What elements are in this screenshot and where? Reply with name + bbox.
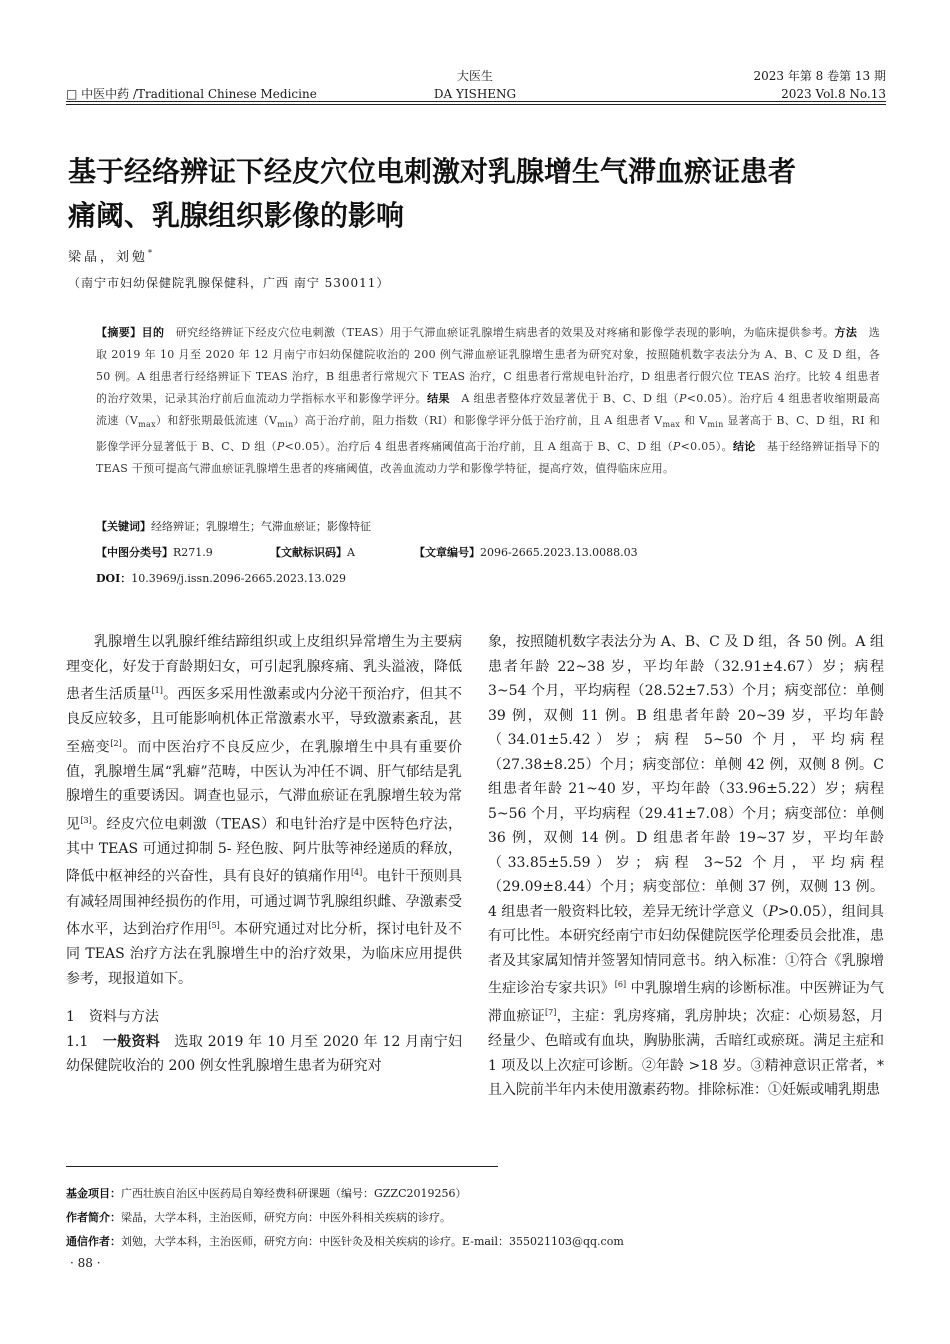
citation: [6] <box>614 980 627 989</box>
article-number-label: 【文章编号】 <box>414 546 480 559</box>
article-number <box>414 544 638 562</box>
title-line-2: 痛阈、乳腺组织影像的影响 <box>68 199 405 232</box>
title-line-1: 基于经络辨证下经皮穴位电刺激对乳腺增生气滞血瘀证患者 <box>68 155 797 188</box>
keywords-value: 经络辨证；乳腺增生；气滞血瘀证；影像特征 <box>151 520 371 533</box>
doi <box>96 570 346 588</box>
body-right-column <box>488 630 884 1103</box>
vmax-subscript: max <box>138 420 156 430</box>
affiliation: （南宁市妇幼保健院乳腺保健科，广西 南宁 530011） <box>68 276 390 290</box>
corresponding-mark: * <box>148 248 156 258</box>
footnote-rule <box>66 1166 498 1167</box>
article-title <box>68 150 898 238</box>
intro-text: 。电针干预则具有减轻周围神经损伤的作用，可通过调节乳腺组织雌、孕激素受体水平，达到治疗作用 <box>66 869 463 938</box>
abstract-results: <0.05）。 <box>680 440 733 454</box>
citation: [2] <box>110 738 122 748</box>
intro-text: 。经皮穴位电刺激（TEAS）和电针治疗是中医特色疗法，其中 TEAS 可通过抑制 5- 羟色胺、阿片肽等神经递质的释放，降低中枢神经的兴奋性，具有良好的镇痛作用 <box>66 816 463 886</box>
header-rule <box>66 101 886 102</box>
journal-name-en: DA YISHENG <box>433 87 517 101</box>
intro-text: 。而中医治疗不良反应少，在乳腺增生中具有重要价值，乳腺增生属“乳癖”范畴，中医认为冲任不调、肝气郁结是乳腺增生的重要诱因。调查也显示，气滞血瘀证在乳腺增生较为常见 <box>66 739 463 833</box>
doccode-value: A <box>347 546 355 559</box>
journal-name-cn: 大医生 <box>456 69 493 83</box>
intro-text: 。西医多采用性激素或内分泌干预治疗，但其不良反应较多，且可能影响机体正常激素水平，导致激素紊乱，甚至癌变 <box>66 686 463 756</box>
methods-label: 方法 <box>834 326 858 339</box>
abstract-results: A 组患者整体疗效显著优于 B、C、D 组（ <box>461 392 680 405</box>
abstract-results: 显著高于 B、C、D 组，RI 和影像学评分显著低于 B、C、D 组（ <box>96 414 880 454</box>
intro-text: 乳腺增生以乳腺纤维结蹄组织或上皮组织异常增生为主要病理变化，好发于育龄期妇女，可引起乳腺疼痛、乳头溢液，降低患者生活质量 <box>66 634 462 703</box>
doi-value: 10.3969/j.issn.2096-2665.2023.13.029 <box>131 572 346 585</box>
article-number-value: 2096-2665.2023.13.0088.03 <box>480 546 638 559</box>
author-names: 梁晶，刘勉 <box>68 250 149 265</box>
abstract-objective: 研究经络辨证下经皮穴位电刺激（TEAS）用于气滞血瘀证乳腺增生病患者的效果及对疼痛和影像学表现的影响，为临床提供参考。 <box>175 326 835 339</box>
abstract-results: ）高于治疗前，阻力指数（RI）和影像学评分低于治疗前，且 A 组患者 V <box>293 414 663 427</box>
author-bio-text: 梁晶，大学本科，主治医师，研究方向：中医外科相关疾病的诊疗。 <box>121 1211 451 1224</box>
issue-info-cn: 2023 年第 8 卷第 13 期 <box>753 69 886 83</box>
issue-info-en: 2023 Vol.8 No.13 <box>781 87 886 101</box>
citation: [5] <box>208 921 220 931</box>
vmin-subscript: min <box>707 420 724 430</box>
document-code <box>270 544 355 562</box>
p-value-symbol: P <box>672 440 681 454</box>
keywords-label: 【关键词】 <box>96 520 151 533</box>
abstract <box>96 322 880 480</box>
author-bio-note <box>66 1210 451 1226</box>
doccode-label: 【文献标识码】 <box>270 546 347 559</box>
methods-text: 象，按照随机数字表法分为 A、B、C 及 D 组，各 50 例。A 组患者年龄 22~38 岁，平均年龄（32.91±4.67）岁；病程 3~54 个月，平均病程（28.52±7.53）个月；病变部位：单侧 39 例，双侧 11 例。B 组患者年龄 20~39 岁，平均年龄（34.01±5.42）岁；病程 5~50 个月，平均病程（27.38±8.25）个月；病变部位：单侧 42 例，双侧 8 例。C 组患者年龄 21~40 岁，平均年龄（33.96±5.22）岁；病程 5~56 个月，平均病程（29.41±7.08）个月；病变部位：单侧 36 例，双侧 14 例。D 组患者年龄 19~37 岁，平均年龄（33.85±5.59）岁；病程 3~52 个月，平均病程（29.09±8.44）个月；病变部位：单侧 37 例，双侧 13 例。4 组患者一般资料比较，差异无统计学意义（ <box>488 634 884 920</box>
abstract-results: <0.05）。治疗后 4 组患者疼痛阈值高于治疗前，且 A 组高于 B、C、D 组（ <box>284 440 673 454</box>
intro-paragraph <box>66 630 462 991</box>
p-value-symbol: P <box>679 392 687 405</box>
p-value-symbol: P <box>768 903 778 920</box>
funding-note <box>66 1186 466 1202</box>
funding-label: 基金项目： <box>66 1187 121 1200</box>
methods-paragraph <box>488 630 884 1103</box>
subsection-number: 1.1 <box>66 1033 103 1050</box>
author-bio-label: 作者简介： <box>66 1211 121 1224</box>
abstract-heading: 【摘要】目的 <box>96 326 165 339</box>
clc-label: 【中图分类号】 <box>96 546 173 559</box>
citation: [4] <box>350 868 363 878</box>
corresponding-label: 通信作者： <box>66 1235 121 1248</box>
subsection-1-1 <box>66 1030 462 1079</box>
abstract-conclusion: 基于经络辨证指导下的 TEAS 干预可提高气滞血瘀证乳腺增生患者的疼痛阈值，改善血流动力学和影像学特征，提高疗效，值得临床应用。 <box>96 440 880 476</box>
author-list <box>68 246 155 265</box>
p-value-symbol: P <box>276 440 285 454</box>
corresponding-author-note <box>66 1234 624 1250</box>
vmax-subscript: max <box>662 420 681 430</box>
keywords <box>96 518 371 536</box>
running-header-left: □ 中医中药 /Traditional Chinese Medicine <box>66 87 317 101</box>
subsection-title: 一般资料 <box>102 1033 161 1050</box>
header-rule-thin <box>66 104 886 105</box>
page-number: · 88 · <box>70 1256 101 1270</box>
citation: [1] <box>151 686 163 695</box>
clc-value: R271.9 <box>173 546 213 559</box>
citation: [7] <box>545 1008 557 1018</box>
doi-label: DOI： <box>96 572 132 585</box>
section-heading-1: 1 资料与方法 <box>66 1009 159 1026</box>
abstract-results: <0.05）。治疗后 4 组患者收缩期最高流速（V <box>96 392 880 427</box>
intro-text: 。本研究通过对比分析，探讨电针及不同 TEAS 治疗方法在乳腺增生中的治疗效果，为临床应用提供参考，现报道如下。 <box>66 921 463 987</box>
abstract-methods: 选取 2019 年 10 月至 2020 年 12 月南宁市妇幼保健院收治的 200 例气滞血瘀证乳腺增生患者为研究对象，按照随机数字表法分为 A、B、C 及 D 组，各 50 例。A 组患者行经络辨证下 TEAS 治疗，B 组患者行常规穴下 TEAS 治疗，C 组患者行常规电针治疗，D 组患者行假穴位 TEAS 治疗。比较 4 组患者的治疗效果，记录其治疗前后血流动力学指标水平和影像学评分。 <box>96 326 880 405</box>
corresponding-text: 刘勉，大学本科，主治医师，研究方向：中医针灸及相关疾病的诊疗。E-mail：355021103@qq.com <box>121 1235 624 1248</box>
conclusion-label: 结论 <box>732 440 756 454</box>
abstract-results: ）和舒张期最低流速（V <box>155 414 278 427</box>
clc-number <box>96 544 213 562</box>
results-label: 结果 <box>427 392 450 405</box>
methods-text: 中乳腺增生病的诊断标准。中医辨证为气滞血瘀证 <box>488 980 884 1025</box>
methods-text: ，主症：乳房疼痛，乳房肿块；次症：心烦易怒，月经量少、色暗或有血块，胸胁胀满，舌暗红或瘀斑。满足主症和 1 项及以上次症可诊断。②年龄 >18 岁。③精神意识正常者，* 且入院前半年内未使用激素药物。排除标准：①妊娠或哺乳期患 <box>488 1008 885 1099</box>
abstract-results: 和 V <box>680 414 708 427</box>
citation: [3] <box>80 815 92 825</box>
body-left-column <box>66 630 462 1079</box>
subsection-text: 选取 2019 年 10 月至 2020 年 12 月南宁妇幼保健院收治的 200 例女性乳腺增生患者为研究对 <box>66 1033 463 1075</box>
methods-text: >0.05），组间具有可比性。本研究经南宁市妇幼保健院医学伦理委员会批准，患者及其家属知情并签署知情同意书。纳入标准：①符合《乳腺增生症诊治专家共识》 <box>488 903 884 997</box>
vmin-subscript: min <box>277 420 294 430</box>
funding-text: 广西壮族自治区中医药局自筹经费科研课题（编号：GZZC2019256） <box>121 1187 467 1200</box>
